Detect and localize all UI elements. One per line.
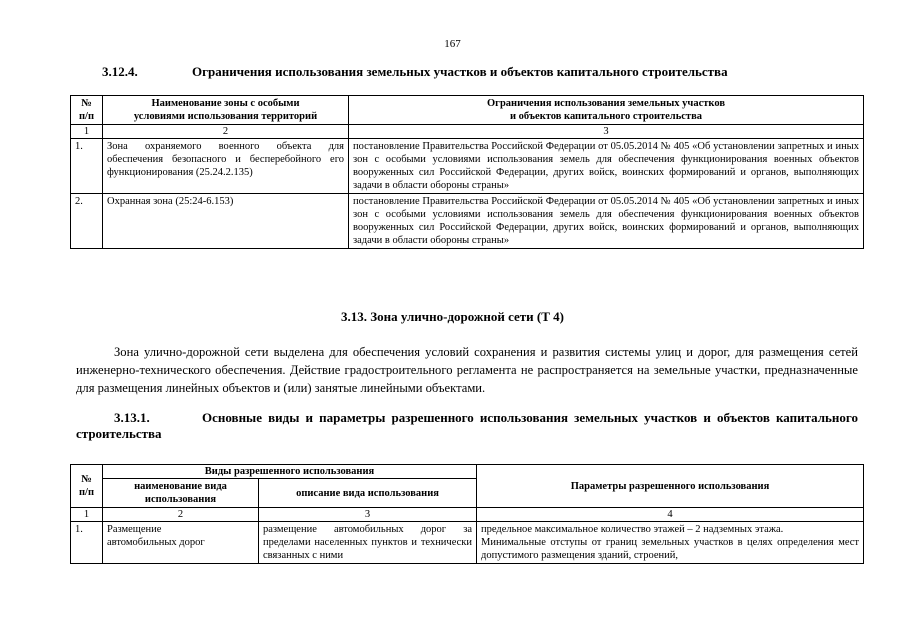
section-3131-number: 3.13.1.: [114, 410, 150, 425]
header-params: Параметры разрешенного использования: [477, 465, 864, 508]
colnum-3: 3: [349, 125, 864, 139]
section-3124-number: 3.12.4.: [102, 64, 138, 79]
row-num: 2.: [71, 194, 103, 249]
header-name: наименование вида использования: [103, 479, 259, 508]
section-3124-heading: [102, 64, 862, 80]
row-num: 1.: [71, 139, 103, 194]
permitted-use-table: [70, 464, 864, 564]
colnum-2: 2: [103, 508, 259, 522]
restrictions-table: [70, 95, 864, 249]
section-3131-heading: [76, 410, 858, 442]
row-desc: размещение автомобильных дорог за пределами населенных пунктов и технически связанных с ними: [259, 522, 477, 564]
colnum-1: 1: [71, 508, 103, 522]
section-3124-title: Ограничения использования земельных участков и объектов капитального строительства: [192, 64, 728, 79]
restrictions-table-colnums: [71, 125, 864, 139]
colnum-3: 3: [259, 508, 477, 522]
row-restriction: постановление Правительства Российской Федерации от 05.05.2014 № 405 «Об установлении запретных и иных зон с особыми условиями использования земель для обеспечения функционирования военных объектов вооруженных сил Российской Федерации, других войск, воинских формирований и органов, выполняющих задачи в области обороны страны»: [349, 194, 864, 249]
colnum-2: 2: [103, 125, 349, 139]
permitted-use-colnums: [71, 508, 864, 522]
table-row: [71, 139, 864, 194]
colnum-1: 1: [71, 125, 103, 139]
row-zone: Охранная зона (25:24-6.153): [103, 194, 349, 249]
row-params: предельное максимальное количество этажей – 2 надземных этажа. Минимальные отступы от границ земельных участков в целях определения мест допустимого размещения зданий, строений,: [477, 522, 864, 564]
permitted-use-header-row-1: [71, 465, 864, 479]
colnum-4: 4: [477, 508, 864, 522]
header-group: Виды разрешенного использования: [103, 465, 477, 479]
header-zone: Наименование зоны с особыми условиями использования территорий: [103, 96, 349, 125]
section-3131-title: Основные виды и параметры разрешенного использования земельных участков и объектов капитального строительства: [76, 410, 858, 441]
row-name: Размещение автомобильных дорог: [103, 522, 259, 564]
header-desc: описание вида использования: [259, 479, 477, 508]
header-num: № п/п: [71, 465, 103, 508]
row-zone: Зона охраняемого военного объекта для обеспечения безопасного и бесперебойного его функционирования (25.24.2.135): [103, 139, 349, 194]
row-num: 1.: [71, 522, 103, 564]
header-num: № п/п: [71, 96, 103, 125]
table-row: [71, 194, 864, 249]
restrictions-table-header: [71, 96, 864, 125]
table-row: [71, 522, 864, 564]
page-number: 167: [444, 38, 461, 50]
header-restriction: Ограничения использования земельных участков и объектов капитального строительства: [349, 96, 864, 125]
section-313-heading: 3.13. Зона улично-дорожной сети (Т 4): [340, 309, 564, 324]
row-restriction: постановление Правительства Российской Федерации от 05.05.2014 № 405 «Об установлении запретных и иных зон с особыми условиями использования земель для обеспечения функционирования военных объектов вооруженных сил Российской Федерации, других войск, воинских формирований и органов, выполняющих задачи в области обороны страны»: [349, 139, 864, 194]
section-313-paragraph: Зона улично-дорожной сети выделена для обеспечения условий сохранения и развития системы улиц и дорог, для размещения сетей инженерно-технического обеспечения. Действие градостроительного регламента не распространяется на земельные участки, предназначенные для размещения линейных объектов и (или) занятые линейными объектами.: [76, 345, 858, 395]
